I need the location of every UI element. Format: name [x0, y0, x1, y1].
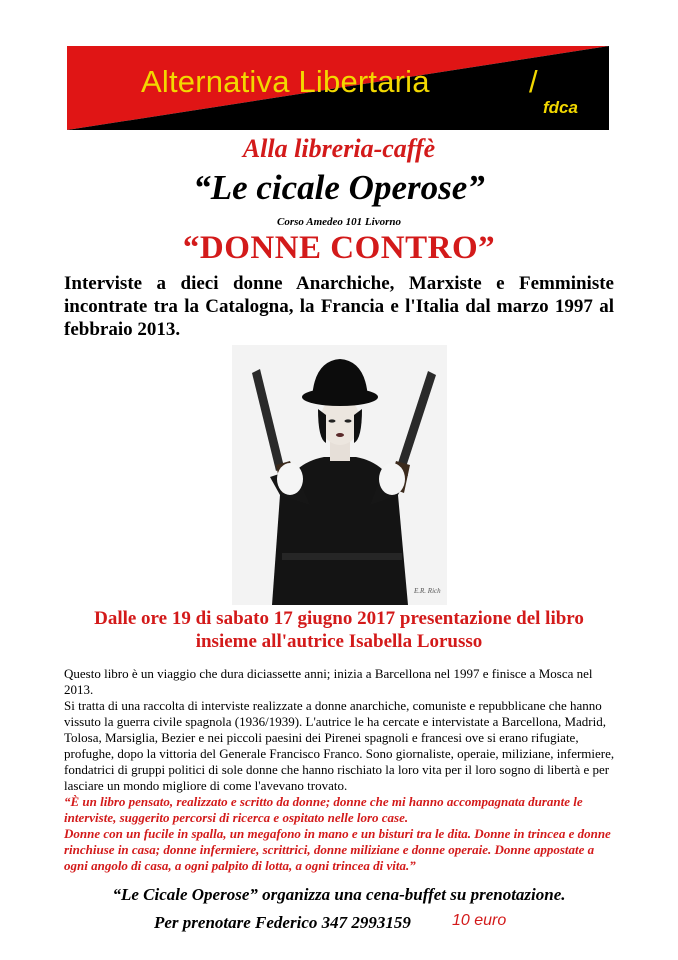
description-paragraph-2: Si tratta di una raccolta di interviste realizzate a donne anarchiche, comuniste e repubblicane che hanno vissuto la guerra civile spagnola (1936/1939). L'autrice le ha cercate e intervistate a Barcellona, Madrid, Tolosa, Marsiglia, Bezier e nei piccoli paesini dei Pirenei spagnoli e francesi ove si erano rifugiate, profughe, dopo la vittoria del Generale Francisco Franco. Sono giornaliste, operaie, miliziane, infermiere, fondatrici di gruppi politici di sole donne che hanno rischiato la loro vita per il loro sogno di libertà e per lasciare un mondo migliore di come l'avevano trovato. [64, 698, 615, 793]
photo-signature: E.R. Rich [414, 587, 441, 595]
event-title: “DONNE CONTRO” [182, 230, 496, 266]
price-label: 10 euro [452, 912, 507, 929]
banner [67, 46, 609, 130]
banner-subtitle: fdca [543, 98, 578, 117]
description-paragraph-1: Questo libro è un viaggio che dura diciassette anni; inizia a Barcellona nel 1997 e finisce a Mosca nel 2013. [64, 666, 593, 697]
quote-paragraph-2: Donne con un fucile in spalla, un megafono in mano e un bisturi tra le dita. Donne in trincea e donne rinchiuse in casa; donne infermiere, scrittrici, donne miliziane e donne operaie. Donne appostate a ogni angolo di casa, a ogni palpito di lotta, a ogni trincea di vita.” [64, 826, 611, 873]
booking-contact: Per prenotare Federico 347 2993159 [154, 913, 411, 932]
quote-paragraph-1: “È un libro pensato, realizzato e scritto da donne; donne che mi hanno accompagnata durante le interviste, suggerito percorsi di ricerca e ospitato nelle loro case. [64, 794, 583, 825]
venue-intro: Alla libreria-caffè [242, 134, 436, 163]
woman-with-pistols-illustration [232, 345, 447, 605]
book-description [64, 666, 618, 874]
banner-slash: / [529, 64, 538, 99]
venue-address: Corso Amedeo 101 Livorno [277, 216, 401, 228]
venue-name: “Le cicale Operose” [193, 168, 485, 207]
presentation-date [0, 607, 678, 653]
banner-title: Alternativa Libertaria [141, 64, 430, 99]
dinner-notice: “Le Cicale Operose” organizza una cena-buffet su prenotazione. [112, 885, 566, 904]
event-description: Interviste a dieci donne Anarchiche, Marxiste e Femministe incontrate tra la Catalogna, la Francia e l'Italia dal marzo 1997 al febbraio 2013. [64, 273, 614, 340]
presentation-line-1: Dalle ore 19 di sabato 17 giugno 2017 presentazione del libro [94, 608, 584, 629]
book-cover-photo [232, 345, 447, 605]
presentation-line-2: insieme all'autrice Isabella Lorusso [195, 631, 483, 652]
